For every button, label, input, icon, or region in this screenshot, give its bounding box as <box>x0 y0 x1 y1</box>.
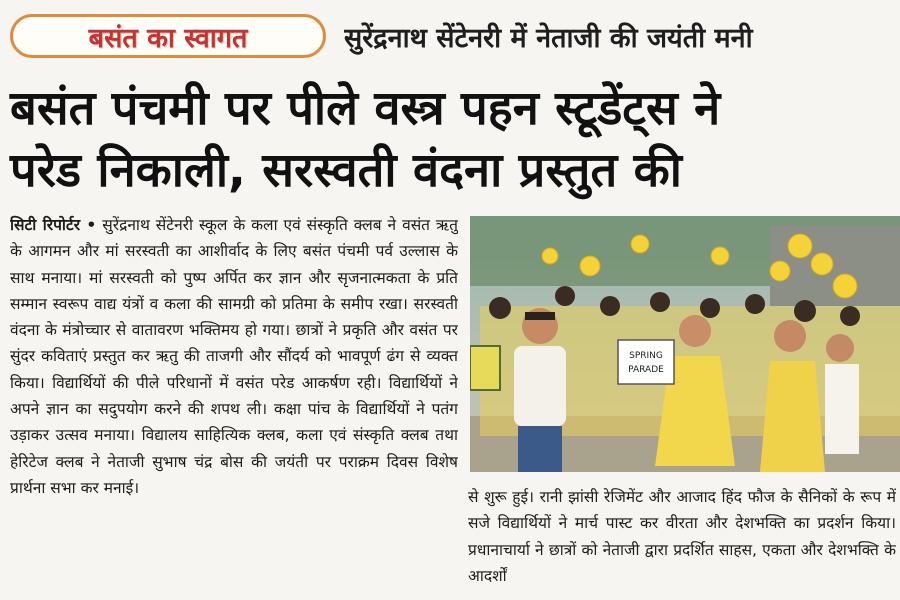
article-body-right: से शुरू हुई। रानी झांसी रेजिमेंट और आजाद हिंद फौज के सैनिकों के रूप में सजे विद्यार्थियों ने मार्च पास्ट कर वीरता और देशभक्ति का प्रदर्शन किया। प्रधानाचार्या ने छात्रों को नेताजी द्वारा प्रदर्शित साहस, एकता और देशभक्ति के आदर्शों <box>468 488 896 585</box>
article-column-right <box>468 484 896 600</box>
article-body-left: सुरेंद्रनाथ सेंटेनरी स्कूल के कला एवं संस्कृति क्लब ने वसंत ऋतु के आगमन और मां सरस्वती का आशीर्वाद के लिए बसंत पंचमी पर्व उल्लास के साथ मनाया। मां सरस्वती को पुष्प अर्पित कर ज्ञान और सृजनात्मकता के प्रति सम्मान स्वरूप वाद्य यंत्रों व कला की सामग्री को प्रतिमा के समीप रखा। सरस्वती वंदना के मंत्रोच्चार से वातावरण भक्तिमय हो गया। छात्रों ने प्रकृति और वसंत पर सुंदर कविताएं प्रस्तुत कर ऋतु की ताजगी और सौंदर्य को भावपूर्ण ढंग से व्यक्त किया। विद्यार्थियों की पीले परिधानों में वसंत परेड आकर्षण रही। विद्यार्थियों ने अपने ज्ञान का सदुपयोग करने की शपथ ली। कक्षा पांच के विद्यार्थियों ने पतंग उड़ाकर उत्सव मनाया। विद्यालय साहित्यिक क्लब, कला एवं संस्कृति क्लब तथा हेरिटेज क्लब ने नेताजी सुभाष चंद्र बोस की जयंती पर पराक्रम दिवस विशेष प्रार्थना सभा कर मनाई। <box>10 216 458 497</box>
sign-line-2: PARADE <box>628 365 664 375</box>
sign-line-1: SPRING <box>629 351 663 361</box>
headline-line-1: बसंत पंचमी पर पीले वस्त्र पहन स्टूडेंट्स ने <box>10 81 721 136</box>
byline: सिटी रिपोर्टर • <box>10 216 97 234</box>
section-badge <box>10 14 326 58</box>
parade-photo-illustration <box>470 216 900 472</box>
article-photo <box>470 216 900 472</box>
spring-parade-sign <box>618 340 674 384</box>
article-column-left <box>10 212 458 600</box>
headline <box>10 78 895 202</box>
article-paragraph <box>10 212 458 501</box>
top-bar <box>0 0 900 72</box>
photo-building <box>770 226 900 306</box>
section-badge-label: बसंत का स्वागत <box>88 22 248 54</box>
green-sign <box>470 346 500 390</box>
headline-line-2: परेड निकाली, सरस्वती वंदना प्रस्तुत की <box>10 143 682 198</box>
subheadline: सुरेंद्रनाथ सेंटेनरी में नेताजी की जयंती मनी <box>344 23 753 54</box>
